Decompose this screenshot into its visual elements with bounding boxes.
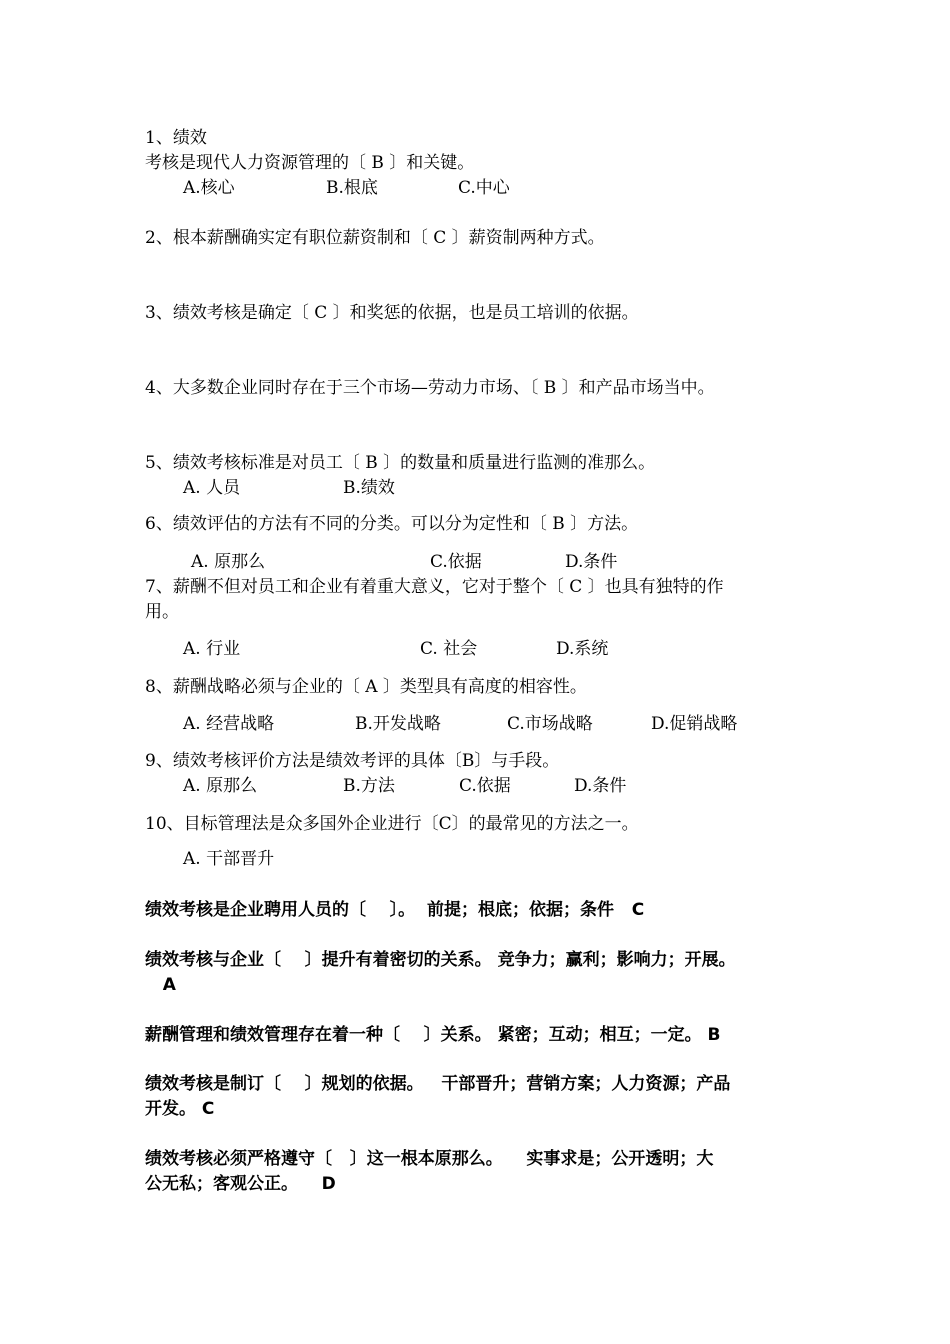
bold-item-3-line-1: 薪酬管理和绩效管理存在着一种〔 〕关系。 紧密；互动；相互；一定。 B bbox=[145, 1025, 721, 1045]
question-4-line-1: 4、大多数企业同时存在于三个市场—劳动力市场、〔 B 〕和产品市场当中。 bbox=[145, 378, 715, 398]
question-8-option-d: D.促销战略 bbox=[651, 714, 738, 734]
question-7-option-c: C. 社会 bbox=[420, 639, 478, 659]
question-8-line-1: 8、薪酬战略必须与企业的〔 A 〕类型具有高度的相容性。 bbox=[145, 677, 587, 697]
question-6-option-c: C.依据 bbox=[430, 552, 482, 572]
question-6-option-a: A. 原那么 bbox=[191, 552, 266, 572]
bold-item-4-line-2: 开发。 C bbox=[145, 1099, 215, 1119]
bold-item-5-line-2: 公无私；客观公正。 D bbox=[145, 1174, 336, 1194]
question-2-line-1: 2、根本薪酬确实定有职位薪资制和〔 C 〕薪资制两种方式。 bbox=[145, 228, 605, 248]
question-1-option-c: C.中心 bbox=[458, 178, 510, 198]
question-8-option-b: B.开发战略 bbox=[355, 714, 441, 734]
question-6-option-d: D.条件 bbox=[565, 552, 618, 572]
question-1-option-b: B.根底 bbox=[326, 178, 378, 198]
question-9-option-d: D.条件 bbox=[574, 776, 627, 796]
question-10-line-1: 10、目标管理法是众多国外企业进行〔C〕的最常见的方法之一。 bbox=[145, 814, 639, 834]
question-5-option-b: B.绩效 bbox=[343, 478, 395, 498]
question-8-option-c: C.市场战略 bbox=[507, 714, 593, 734]
question-6-line-1: 6、绩效评估的方法有不同的分类。可以分为定性和〔 B 〕方法。 bbox=[145, 514, 639, 534]
question-9-option-a: A. 原那么 bbox=[183, 776, 258, 796]
bold-item-5-line-1: 绩效考核必须严格遵守〔 〕这一根本原那么。 实事求是；公开透明；大 bbox=[145, 1149, 714, 1169]
question-9-line-1: 9、绩效考核评价方法是绩效考评的具体〔B〕与手段。 bbox=[145, 751, 560, 771]
question-5-line-1: 5、绩效考核标准是对员工〔 B 〕的数量和质量进行监测的准那么。 bbox=[145, 453, 656, 473]
question-9-option-c: C.依据 bbox=[459, 776, 511, 796]
question-8-option-a: A. 经营战略 bbox=[183, 714, 275, 734]
question-10-option-a: A. 干部晋升 bbox=[183, 849, 275, 869]
question-3-line-1: 3、绩效考核是确定〔 C 〕和奖惩的依据，也是员工培训的依据。 bbox=[145, 303, 639, 323]
bold-item-4-line-1: 绩效考核是制订〔 〕规划的依据。 干部晋升；营销方案；人力资源；产品 bbox=[145, 1074, 731, 1094]
bold-item-2-line-1: 绩效考核与企业〔 〕提升有着密切的关系。 竞争力；赢利；影响力；开展。 bbox=[145, 950, 736, 970]
question-9-option-b: B.方法 bbox=[343, 776, 395, 796]
bold-item-2-line-2: A bbox=[145, 975, 176, 995]
question-7-line-2: 用。 bbox=[145, 602, 179, 622]
question-1-line-1: 1、绩效 bbox=[145, 128, 207, 148]
question-1-line-2: 考核是现代人力资源管理的〔 B 〕和关键。 bbox=[145, 153, 475, 173]
question-7-line-1: 7、薪酬不但对员工和企业有着重大意义，它对于整个〔 C 〕也具有独特的作 bbox=[145, 577, 724, 597]
question-7-option-a: A. 行业 bbox=[183, 639, 241, 659]
question-7-option-d: D.系统 bbox=[556, 639, 609, 659]
bold-item-1-line-1: 绩效考核是企业聘用人员的〔 〕。 前提；根底；依据；条件 C bbox=[145, 900, 645, 920]
question-1-option-a: A.核心 bbox=[183, 178, 235, 198]
question-5-option-a: A. 人员 bbox=[183, 478, 241, 498]
